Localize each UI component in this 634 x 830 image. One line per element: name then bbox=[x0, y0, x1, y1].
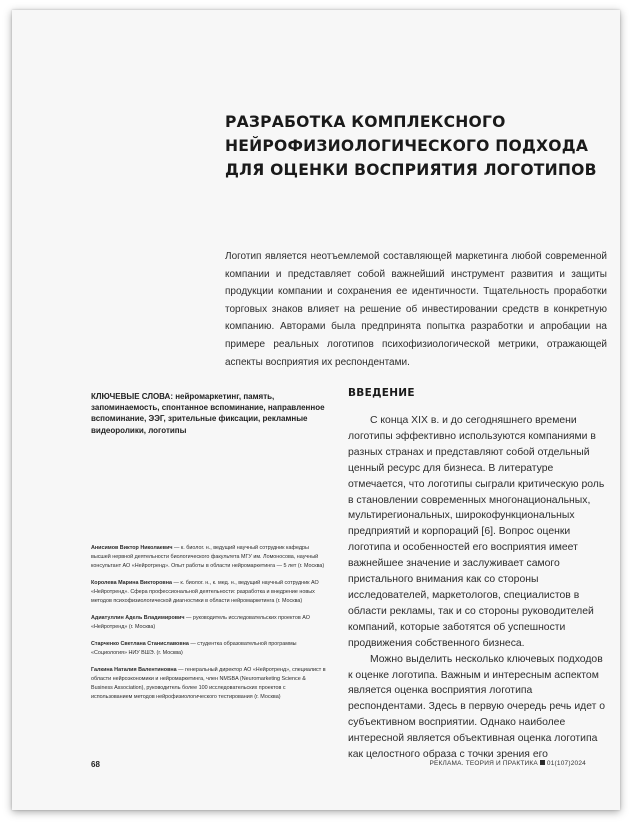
author-info: — к. биолог. н., ведущий научный сотрудник кафедры высшей нервной деятельности биологического факультета МГУ им. Ломоносова, научный консультант АО «Нейротренд». Опыт работы в области нейромаркетинга — 5 лет (г. Москва) bbox=[91, 545, 325, 569]
author-info: — к. биолог. н., к. мед. н., ведущий научный сотрудник АО «Нейротренд». Сфера профессиональной деятельности: разработка и внедрение новых методов психофизиологической диагностики в области нейромаркетинга (г. Москва) bbox=[91, 580, 319, 604]
authors-list bbox=[91, 544, 327, 710]
page-number: 68 bbox=[91, 760, 100, 769]
body-paragraph: Можно выделить несколько ключевых подходов к оценке логотипа. Важным и интересным аспектом является оценка восприятия логотипа респондентами. Здесь в первую очередь речь идет о субъективном восприятии. Однако наиболее интересной является объективная оценка логотипа как целостного образа с точки зрения его bbox=[348, 653, 606, 761]
author-entry bbox=[91, 614, 327, 632]
author-info: — руководитель исследовательских проектов АО «Нейротренд» (г. Москва) bbox=[91, 615, 310, 630]
author-name: Старченко Светлана Станиславовна bbox=[91, 641, 189, 647]
section-body bbox=[348, 413, 606, 763]
author-info: — студентка образовательной программы «Социология» НИУ ВШЭ. (г. Москва) bbox=[91, 641, 297, 656]
author-entry bbox=[91, 640, 327, 658]
section-heading: ВВЕДЕНИЕ bbox=[348, 387, 415, 399]
author-entry bbox=[91, 544, 327, 571]
author-name: Анисимов Виктор Николаевич bbox=[91, 545, 173, 551]
journal-issue: 01(107)2024 bbox=[546, 760, 586, 767]
author-entry bbox=[91, 579, 327, 606]
author-name: Адиатуллин Адель Владимирович bbox=[91, 615, 185, 621]
square-separator-icon bbox=[540, 760, 545, 765]
author-entry bbox=[91, 666, 327, 702]
body-paragraph: С конца XIX в. и до сегодняшнего времени логотипы эффективно используются компаниями в разных странах и представляют собой отдельный ценный ресурс для бизнеса. В литературе отмечается, что логотипы сыграли критическую роль в становлении современных многонациональных, мультирегиональных, широкофункциональных предприятий и корпораций [6]. Вопрос оценки логотипа и особенностей его восприятия имеет важнейшее значение и заслуживает самого пристального внимания как со стороны исследователей, маркетологов, специалистов в области рекламы, так и со стороны руководителей компаний, которые заботятся об успешности продвижения собственного бизнеса. bbox=[348, 415, 605, 649]
journal-footer bbox=[429, 760, 586, 767]
author-name: Королева Марина Викторовна bbox=[91, 580, 172, 586]
article-title: РАЗРАБОТКА КОМПЛЕКСНОГО НЕЙРОФИЗИОЛОГИЧЕСКОГО ПОДХОДА ДЛЯ ОЦЕНКИ ВОСПРИЯТИЯ ЛОГОТИПОВ bbox=[225, 113, 597, 179]
journal-page bbox=[12, 10, 620, 810]
article-abstract: Логотип является неотъемлемой составляющей маркетинга любой современной компании и представляет собой важнейший инструмент развития и защиты продукции компании и сохранения ее идентичности. Тщательность проработки торговых знаков влияет на решение об инвестировании средств в конкретную компанию. Авторами была предпринята попытка разработки и апробации на примере реальных логотипов психофизиологической метрики, отражающей аспекты восприятия их респондентами. bbox=[225, 251, 607, 368]
journal-name: РЕКЛАМА. ТЕОРИЯ И ПРАКТИКА bbox=[429, 760, 538, 767]
author-name: Галкина Наталия Валентиновна bbox=[91, 667, 177, 673]
author-info: — генеральный директор АО «Нейротренд», специалист в области нейроэкономики и нейромаркетинга, член NMSBA (Neuromarketing Science & Business Association), руководитель более 100 исследовательских проектов с использованием методов нейрофизиологического тестирования (г. Москва) bbox=[91, 667, 326, 700]
keywords: КЛЮЧЕВЫЕ СЛОВА: нейромаркетинг, память, запоминаемость, спонтанное вспоминание, направленное вспоминание, ЭЭГ, зрительные фиксации, рекламные видеоролики, логотипы bbox=[91, 392, 325, 435]
